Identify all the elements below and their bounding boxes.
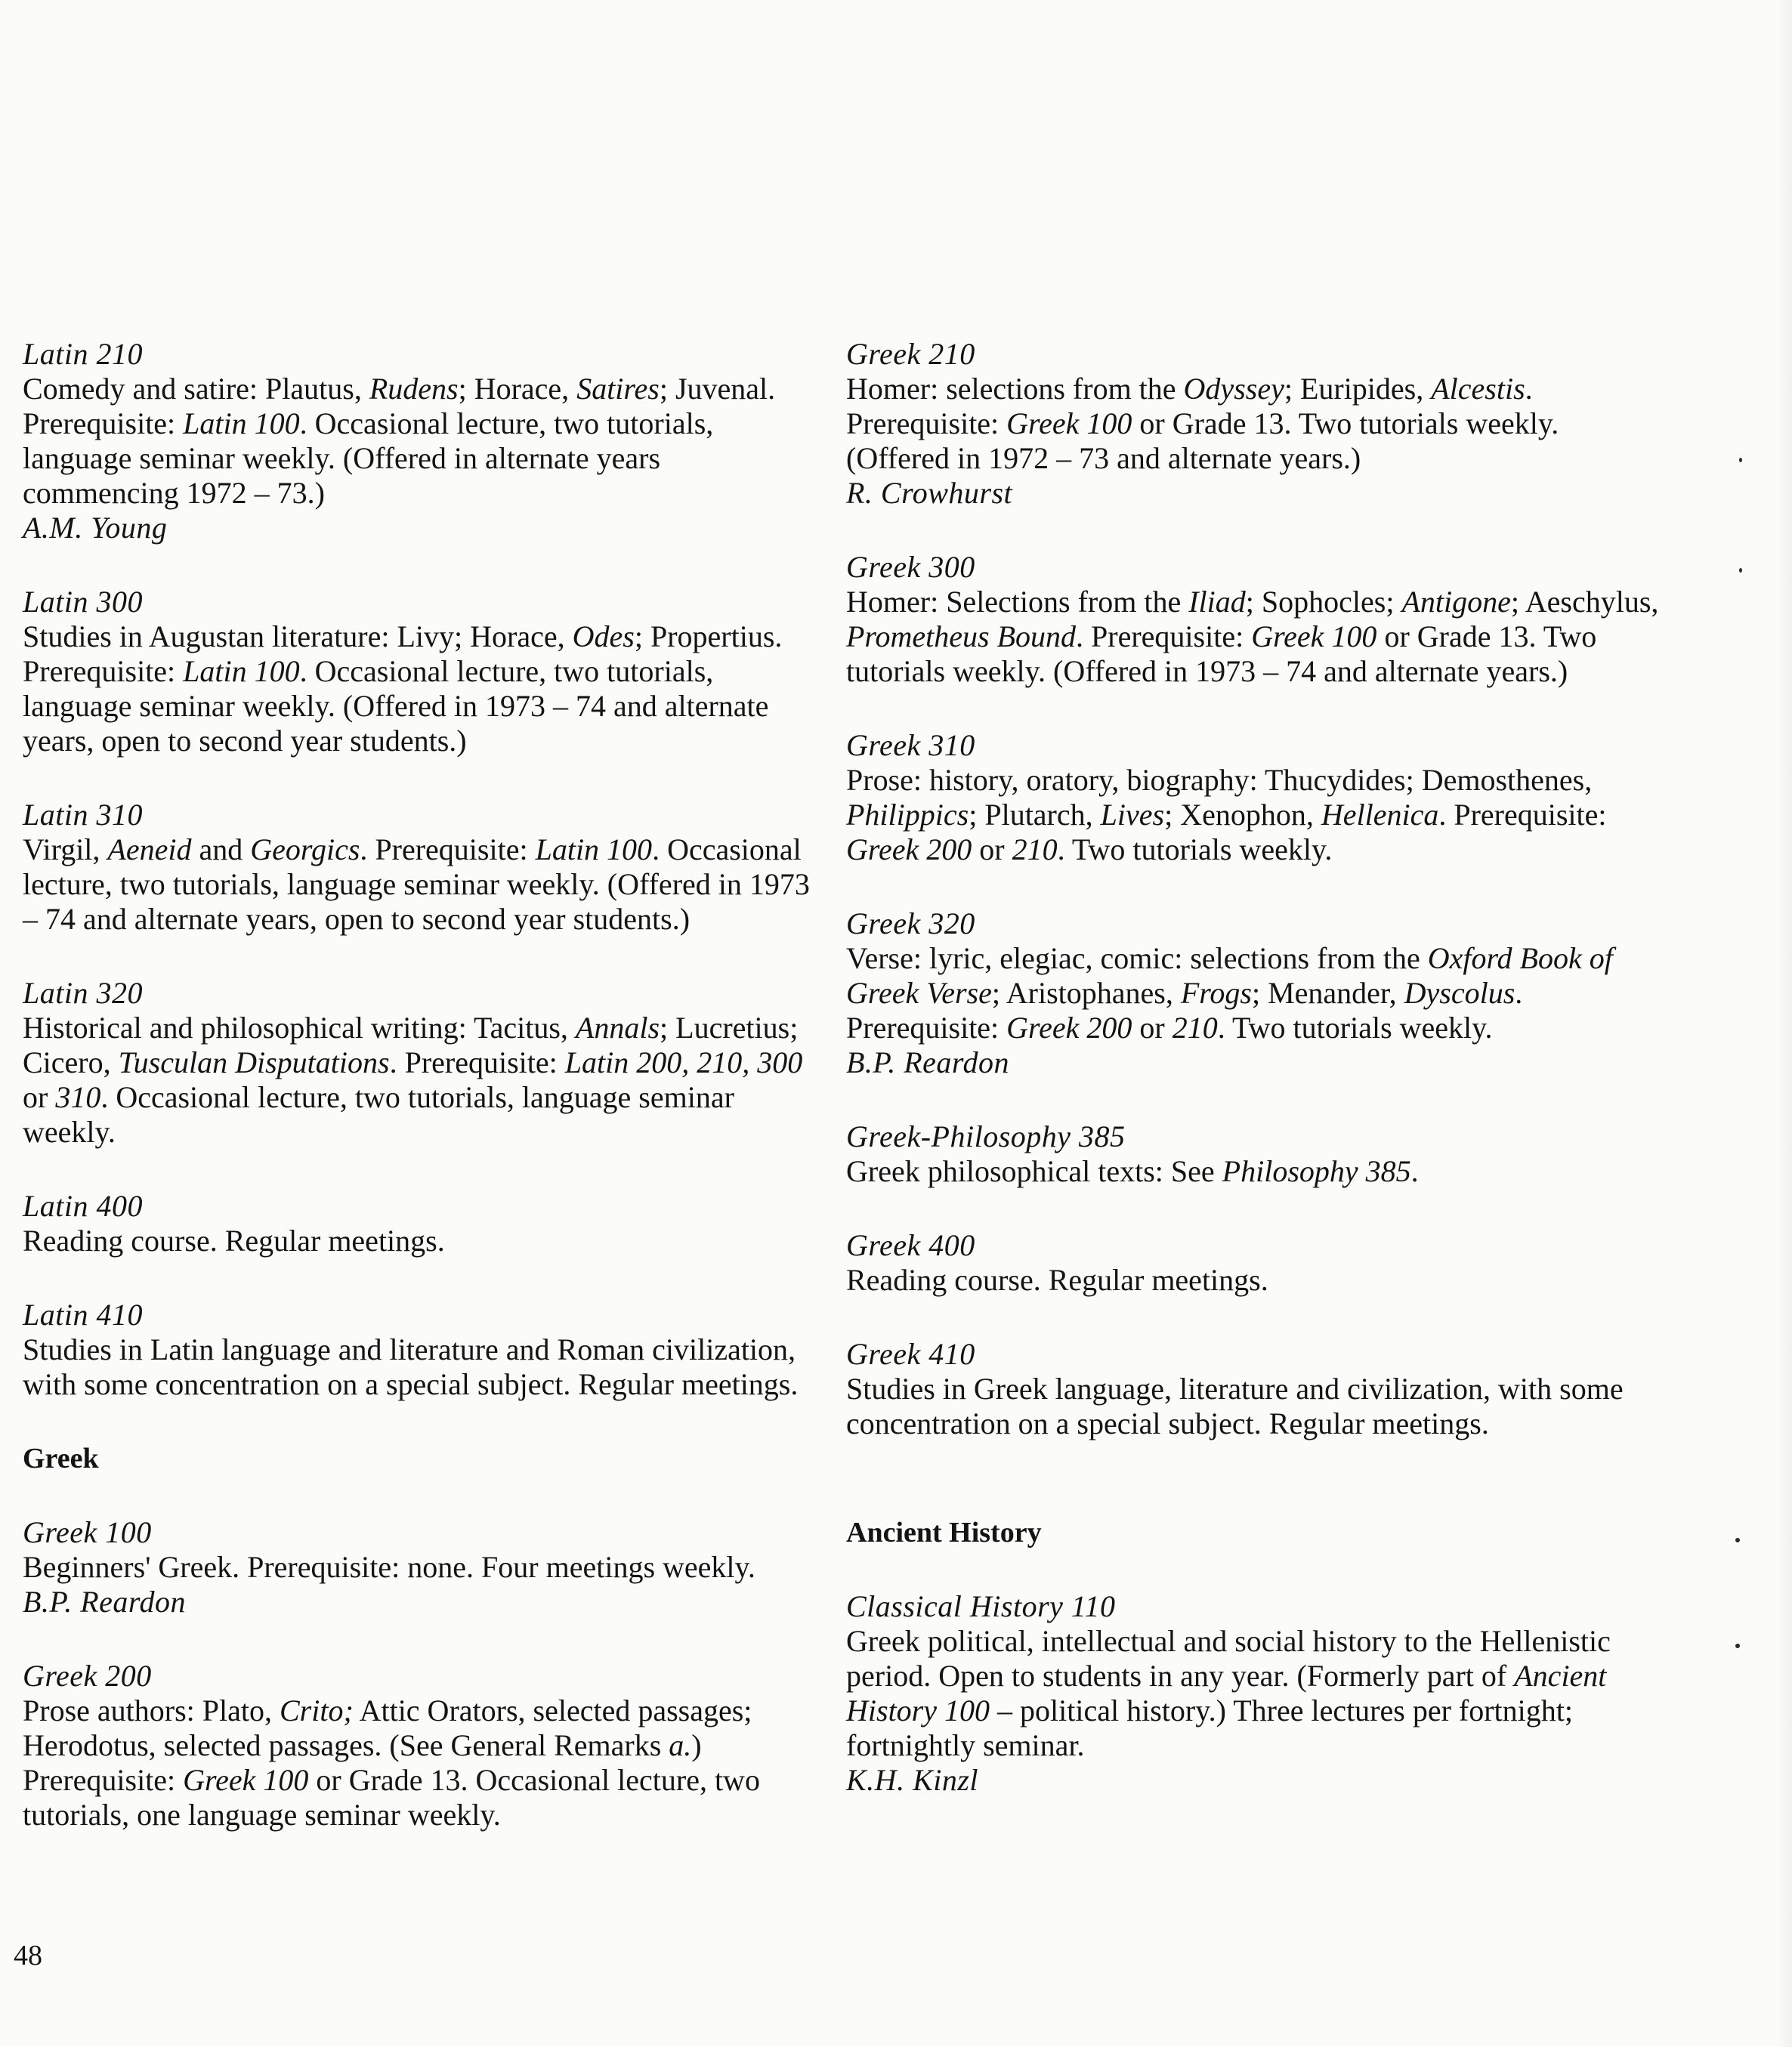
italic-text-run: 210 <box>1012 832 1058 866</box>
course-latin-210 <box>23 337 823 545</box>
text-run: Greek political, intellectual and social history to the Hellenistic period. Open to students in any year. (Formerly part of <box>846 1624 1611 1693</box>
course-description <box>846 585 1662 689</box>
text-run: and <box>191 832 251 866</box>
scan-speck <box>1739 568 1742 573</box>
italic-text-run: Tusculan Disputations <box>118 1045 390 1079</box>
text-run: ; Euripides, <box>1284 372 1432 406</box>
text-run: . <box>1410 1154 1419 1188</box>
course-greek-200 <box>23 1659 823 1832</box>
course-title: Greek 200 <box>23 1659 152 1693</box>
course-description <box>23 832 823 937</box>
text-run: Prose authors: Plato, <box>23 1693 280 1727</box>
text-run: Greek philosophical texts: See <box>846 1154 1222 1188</box>
text-run: Prose: history, oratory, biography: Thucydides; Demosthenes, <box>846 763 1593 797</box>
italic-text-run: Greek 200 <box>846 832 972 866</box>
italic-text-run: Odes <box>572 619 635 653</box>
course-title: Greek 310 <box>846 728 975 762</box>
text-run: . Prerequisite: <box>846 372 1533 440</box>
text-run: . Prerequisite: <box>846 976 1523 1045</box>
text-run: Reading course. Regular meetings. <box>23 1224 445 1258</box>
text-run: Reading course. Regular meetings. <box>846 1263 1268 1297</box>
text-run: Beginners' Greek. Prerequisite: none. Four meetings weekly. <box>23 1550 755 1584</box>
course-greek-400 <box>846 1228 1662 1298</box>
italic-text-run: Frogs <box>1180 976 1252 1010</box>
course-title: Greek 300 <box>846 550 975 584</box>
text-run: ) Prerequisite: <box>23 1728 702 1797</box>
course-description <box>23 619 823 758</box>
italic-text-run: Greek 100 <box>183 1763 309 1797</box>
course-description <box>23 372 823 511</box>
course-description <box>846 1263 1662 1298</box>
text-run: . Occasional lecture, two tutorials, language seminar weekly. (Offered in 1973 – 74 and alternate years, open to second year students.) <box>23 654 769 758</box>
text-run: ; Horace, <box>458 372 577 406</box>
italic-text-run: Lives <box>1100 798 1165 832</box>
course-title: Latin 310 <box>23 798 143 832</box>
course-latin-400 <box>23 1189 823 1258</box>
text-run: or <box>23 1080 56 1114</box>
left-column <box>23 337 823 1872</box>
text-run: Historical and philosophical writing: Tacitus, <box>23 1011 576 1045</box>
course-description <box>23 1224 823 1258</box>
italic-text-run: Georgics <box>250 832 360 866</box>
italic-text-run: Latin 100 <box>183 654 300 688</box>
section-heading-ancient-history: Ancient History <box>846 1517 1042 1548</box>
italic-text-run: Latin 100 <box>183 406 300 440</box>
course-description <box>846 372 1662 476</box>
text-run: or <box>1132 1011 1173 1045</box>
text-run: ; Plutarch, <box>969 798 1101 832</box>
text-run: ; Aeschylus, <box>1510 585 1659 619</box>
course-greek-310 <box>846 728 1662 867</box>
text-run: ; Aristophanes, <box>991 976 1181 1010</box>
italic-text-run: Crito; <box>279 1693 354 1727</box>
text-run: . Occasional lecture, two tutorials, language seminar weekly. (Offered in alternate years commencing 1972 – 73.) <box>23 406 714 510</box>
text-run: Virgil, <box>23 832 108 866</box>
instructor-name: A.M. Young <box>23 511 168 545</box>
italic-text-run: Ancient History 100 <box>846 1659 1607 1727</box>
italic-text-run: Satires <box>576 372 660 406</box>
course-title: Greek 210 <box>846 337 975 371</box>
instructor-name: B.P. Reardon <box>23 1585 186 1619</box>
course-title: Greek-Philosophy 385 <box>846 1119 1126 1153</box>
course-title: Latin 210 <box>23 337 143 371</box>
course-greek-410 <box>846 1337 1662 1441</box>
text-run: . Prerequisite: <box>389 1045 565 1079</box>
course-description <box>846 1624 1662 1763</box>
text-run: . Prerequisite: <box>1076 619 1252 653</box>
course-title: Latin 300 <box>23 585 143 619</box>
scan-speck <box>1735 1644 1740 1648</box>
instructor-name: K.H. Kinzl <box>846 1763 979 1797</box>
italic-text-run: Aeneid <box>107 832 192 866</box>
course-title: Classical History 110 <box>846 1589 1116 1623</box>
italic-text-run: Dyscolus <box>1404 976 1515 1010</box>
course-description <box>23 1693 823 1832</box>
course-latin-300 <box>23 585 823 758</box>
section-heading-greek: Greek <box>23 1443 99 1474</box>
text-run: Verse: lyric, elegiac, comic: selections from the <box>846 941 1428 975</box>
page-edge-shadow <box>1777 0 1792 2047</box>
italic-text-run: Iliad <box>1188 585 1246 619</box>
text-run: Studies in Augustan literature: Livy; Horace, <box>23 619 573 653</box>
course-description <box>23 1550 823 1585</box>
right-column <box>846 337 1662 1837</box>
course-description <box>846 1372 1662 1441</box>
italic-text-run: Latin 100 <box>535 832 653 866</box>
course-greek-320 <box>846 906 1662 1080</box>
italic-text-run: Rudens <box>369 372 459 406</box>
italic-text-run: 310 <box>55 1080 101 1114</box>
scan-speck <box>1739 458 1742 462</box>
course-greek-philosophy-385 <box>846 1119 1662 1189</box>
course-latin-310 <box>23 798 823 937</box>
text-run: or Grade 13. Occasional lecture, two tutorials, one language seminar weekly. <box>23 1763 760 1832</box>
italic-text-run: Latin 200, 210, 300 <box>564 1045 803 1079</box>
text-run: ; Propertius. Prerequisite: <box>23 619 783 688</box>
page-number: 48 <box>14 1940 42 1971</box>
text-run: . Occasional lecture, two tutorials, language seminar weekly. (Offered in 1973 – 74 and alternate years, open to second year students.) <box>23 832 810 936</box>
italic-text-run: Prometheus Bound <box>846 619 1077 653</box>
text-run: Comedy and satire: Plautus, <box>23 372 369 406</box>
italic-text-run: Alcestis <box>1431 372 1525 406</box>
course-title: Greek 400 <box>846 1228 975 1262</box>
italic-text-run: Odyssey <box>1183 372 1284 406</box>
instructor-name: R. Crowhurst <box>846 476 1013 510</box>
text-run: ; Lucretius; Cicero, <box>23 1011 799 1079</box>
course-description <box>846 763 1662 867</box>
course-latin-410 <box>23 1298 823 1402</box>
italic-text-run: Antigone <box>1401 585 1511 619</box>
course-latin-320 <box>23 976 823 1150</box>
text-run: ; Sophocles; <box>1245 585 1402 619</box>
course-title: Latin 320 <box>23 976 143 1010</box>
text-run: . Prerequisite: <box>1438 798 1607 832</box>
course-classical-history-110 <box>846 1589 1662 1798</box>
course-greek-210 <box>846 337 1662 511</box>
course-title: Latin 410 <box>23 1298 143 1332</box>
italic-text-run: Oxford Book of Greek Verse <box>846 941 1613 1010</box>
course-greek-100 <box>23 1515 823 1619</box>
instructor-name: B.P. Reardon <box>846 1045 1009 1079</box>
text-run: . Two tutorials weekly. <box>1217 1011 1493 1045</box>
text-run: or Grade 13. Two tutorials weekly. (Offered in 1973 – 74 and alternate years.) <box>846 619 1597 688</box>
italic-text-run: Hellenica <box>1321 798 1439 832</box>
italic-text-run: a. <box>669 1728 692 1762</box>
course-title: Latin 400 <box>23 1189 143 1223</box>
italic-text-run: Greek 100 <box>1251 619 1377 653</box>
course-greek-300 <box>846 550 1662 689</box>
text-run: – political history.) Three lectures per fortnight; fortnightly seminar. <box>846 1693 1573 1762</box>
italic-text-run: 210 <box>1172 1011 1218 1045</box>
scan-speck <box>1735 1538 1740 1542</box>
course-title: Greek 320 <box>846 906 975 940</box>
course-description <box>846 941 1662 1045</box>
italic-text-run: Philippics <box>846 798 969 832</box>
text-run: or Grade 13. Two tutorials weekly. (Offered in 1972 – 73 and alternate years.) <box>846 406 1559 475</box>
italic-text-run: Greek 100 <box>1006 406 1132 440</box>
text-run: Studies in Latin language and literature and Roman civilization, with some concentration on a special subject. Regular meetings. <box>23 1332 799 1401</box>
text-run: Attic Orators, selected passages; Herodotus, selected passages. (See General Remarks <box>23 1693 752 1762</box>
text-run: Homer: selections from the <box>846 372 1184 406</box>
italic-text-run: Annals <box>575 1011 660 1045</box>
text-run: ; Juvenal. Prerequisite: <box>23 372 776 440</box>
text-run: or <box>972 832 1012 866</box>
course-title: Greek 410 <box>846 1337 975 1371</box>
italic-text-run: Greek 200 <box>1006 1011 1132 1045</box>
text-run: Studies in Greek language, literature and civilization, with some concentration on a special subject. Regular meetings. <box>846 1372 1624 1440</box>
text-run: Homer: Selections from the <box>846 585 1189 619</box>
text-run: . Prerequisite: <box>360 832 536 866</box>
course-description <box>23 1011 823 1150</box>
course-title: Greek 100 <box>23 1515 152 1549</box>
italic-text-run: Philosophy 385 <box>1222 1154 1411 1188</box>
text-run: ; Xenophon, <box>1164 798 1321 832</box>
course-description <box>23 1332 823 1402</box>
text-run: . Two tutorials weekly. <box>1057 832 1333 866</box>
course-description <box>846 1154 1662 1189</box>
text-run: . Occasional lecture, two tutorials, language seminar weekly. <box>23 1080 734 1149</box>
text-run: ; Menander, <box>1251 976 1404 1010</box>
